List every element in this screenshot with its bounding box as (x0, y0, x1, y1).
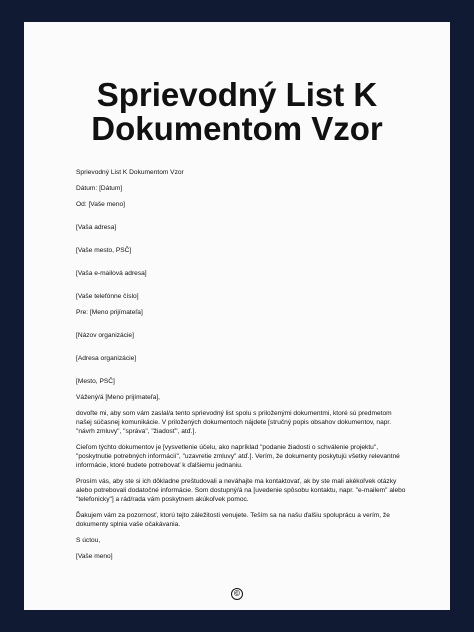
paragraph-2: Cieľom týchto dokumentov je [vysvetlenie účelu, ako napríklad "podanie žiadosti o schválenie projektu", "poskytnutie potrebných informácií", "uzavretie zmluvy" atď.]. Verím, že dokumenty poskytujú všetky relevantné informácie, ktoré budete potrebovať k ďalšiemu jednaniu. (76, 444, 400, 469)
recipient-organization: [Názov organizácie] (76, 332, 134, 339)
letter-heading: Sprievodný List K Dokumentom Vzor (76, 169, 184, 176)
sender-name: Od: [Vaše meno] (76, 201, 125, 208)
letter-body (76, 168, 406, 561)
sender-city: [Vaše mesto, PSČ] (76, 247, 132, 254)
sender-email: [Vaša e-mailová adresa] (76, 270, 147, 277)
salutation: Vážený/á [Meno prijímateľa], (76, 394, 161, 401)
recipient-name: Pre: [Meno prijímateľa] (76, 309, 143, 316)
date-line: Dátum: [Dátum] (76, 185, 123, 192)
paragraph-1: dovoľte mi, aby som vám zaslal/a tento sprievodný list spolu s priloženými dokumentmi, ktoré sú predmetom našej súčasnej komunikácie. V priložených dokumentoch nájdete [stručný popis obsahov dokumentov, napr. "návrh zmluvy", "správa", "žiadosť", atď.]. (76, 410, 392, 435)
paragraph-3: Prosím vás, aby ste si ich dôkladne preštudovali a neváhajte ma kontaktovať, ak by ste mali akékoľvek otázky alebo potrebovali dodatočné informácie. Som dostupný/á na [uvedenie spôsobu kontaktu, napr. "e-mailem" alebo "telefonicky"] a rád/rada vám poskytnem akúkoľvek pomoc. (76, 478, 406, 503)
document-title (24, 78, 450, 146)
title-line-2: Dokumentom Vzor (91, 110, 383, 147)
recipient-city: [Mesto, PSČ] (76, 378, 115, 385)
sender-phone: [Vaše telefónne číslo] (76, 293, 139, 300)
title-line-1: Sprievodný List K (96, 76, 378, 113)
sender-address: [Vaša adresa] (76, 224, 117, 231)
paragraph-4: Ďakujem vám za pozornosť, ktorú tejto záležitosti venujete. Teším sa na našu ďalšiu spoluprácu a verím, že dokumenty splnia vaše očakávania. (76, 512, 390, 528)
copyright-logo-icon: © (231, 588, 243, 600)
recipient-org-address: [Adresa organizácie] (76, 355, 137, 362)
signature: [Vaše meno] (76, 553, 113, 560)
document-page (24, 22, 450, 610)
closing: S úctou, (76, 537, 101, 544)
